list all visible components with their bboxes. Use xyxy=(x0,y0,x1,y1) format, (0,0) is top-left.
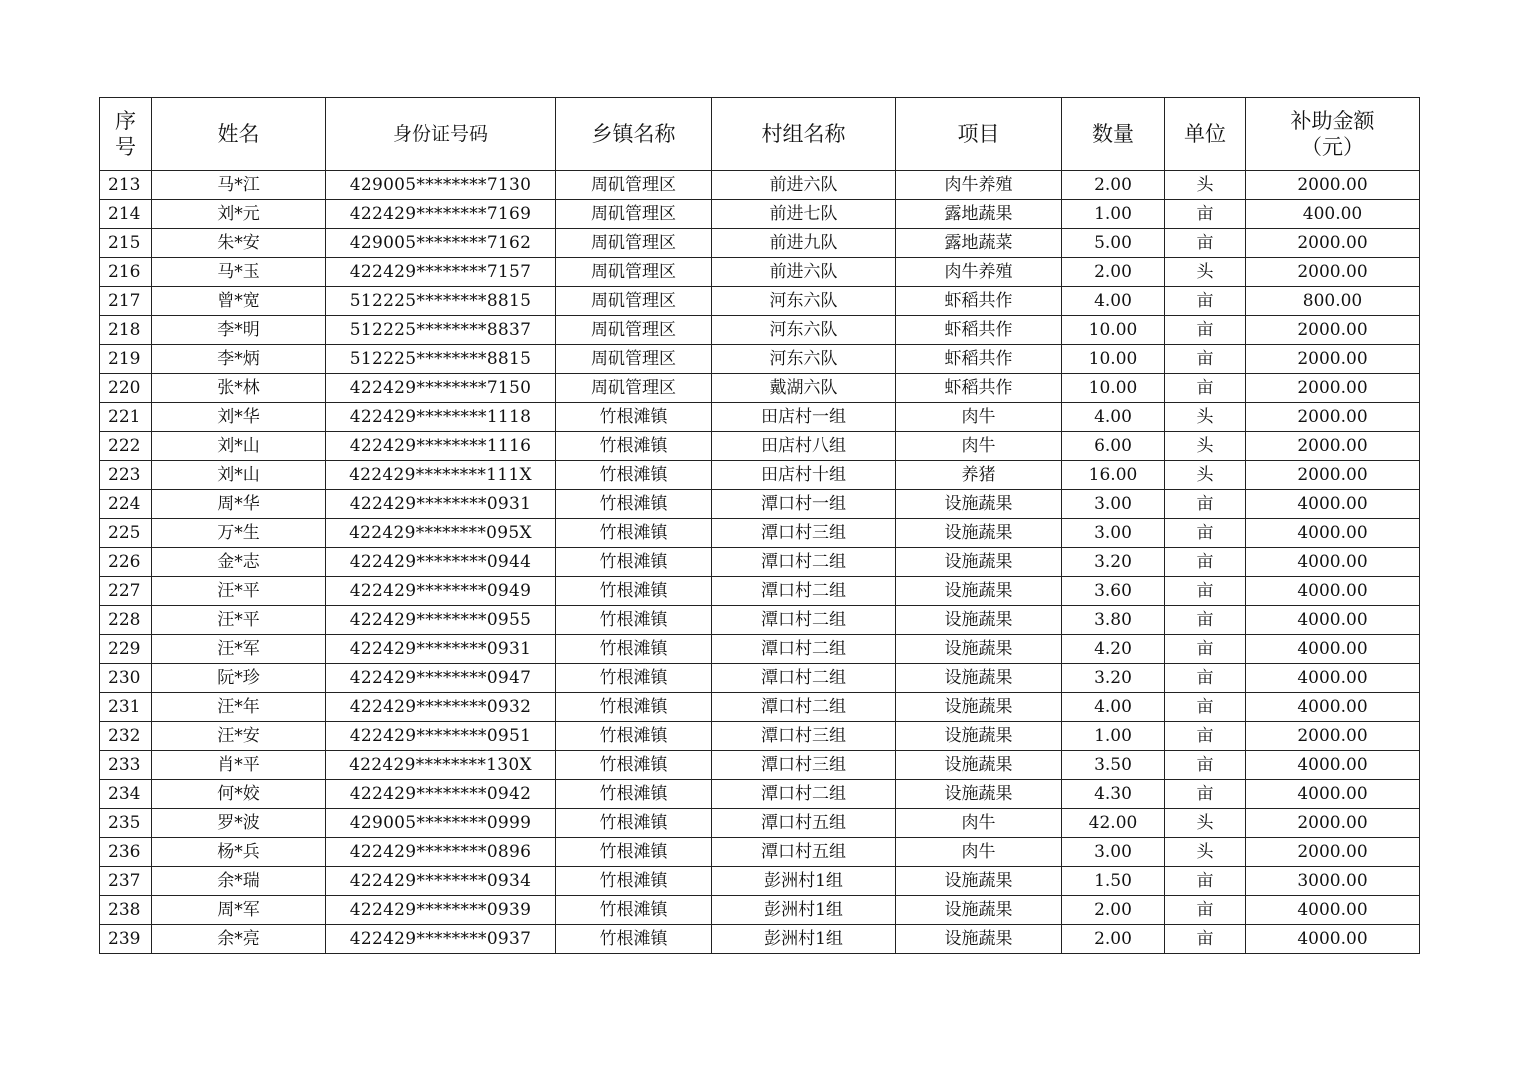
cell-unit: 亩 xyxy=(1165,867,1246,896)
cell-seq: 235 xyxy=(100,809,152,838)
cell-amount: 2000.00 xyxy=(1246,229,1420,258)
table-row xyxy=(100,374,1420,403)
header-township: 乡镇名称 xyxy=(556,98,712,171)
cell-quantity: 3.00 xyxy=(1062,838,1165,867)
cell-unit: 头 xyxy=(1165,838,1246,867)
cell-amount: 4000.00 xyxy=(1246,664,1420,693)
cell-township: 周矶管理区 xyxy=(556,287,712,316)
cell-quantity: 4.00 xyxy=(1062,693,1165,722)
table-row xyxy=(100,896,1420,925)
cell-id: 429005********7162 xyxy=(326,229,556,258)
cell-unit: 头 xyxy=(1165,809,1246,838)
cell-quantity: 4.20 xyxy=(1062,635,1165,664)
cell-village: 彭洲村1组 xyxy=(712,925,896,954)
cell-amount: 4000.00 xyxy=(1246,519,1420,548)
cell-seq: 233 xyxy=(100,751,152,780)
table-row xyxy=(100,287,1420,316)
cell-unit: 头 xyxy=(1165,403,1246,432)
cell-project: 露地蔬果 xyxy=(896,200,1062,229)
cell-unit: 亩 xyxy=(1165,229,1246,258)
cell-id: 512225********8815 xyxy=(326,287,556,316)
header-subsidy-amount xyxy=(1246,98,1420,171)
cell-township: 竹根滩镇 xyxy=(556,432,712,461)
cell-project: 设施蔬果 xyxy=(896,925,1062,954)
cell-village: 潭口村二组 xyxy=(712,548,896,577)
cell-township: 竹根滩镇 xyxy=(556,577,712,606)
cell-id: 422429********1116 xyxy=(326,432,556,461)
cell-seq: 218 xyxy=(100,316,152,345)
cell-seq: 237 xyxy=(100,867,152,896)
cell-unit: 亩 xyxy=(1165,664,1246,693)
table-row xyxy=(100,403,1420,432)
cell-village: 潭口村二组 xyxy=(712,664,896,693)
cell-unit: 亩 xyxy=(1165,925,1246,954)
cell-id: 422429********0947 xyxy=(326,664,556,693)
cell-village: 潭口村二组 xyxy=(712,780,896,809)
table-row xyxy=(100,316,1420,345)
cell-amount: 2000.00 xyxy=(1246,461,1420,490)
cell-id: 422429********130X xyxy=(326,751,556,780)
cell-village: 潭口村一组 xyxy=(712,490,896,519)
cell-amount: 2000.00 xyxy=(1246,345,1420,374)
cell-quantity: 3.80 xyxy=(1062,606,1165,635)
cell-township: 竹根滩镇 xyxy=(556,664,712,693)
cell-seq: 215 xyxy=(100,229,152,258)
cell-township: 竹根滩镇 xyxy=(556,896,712,925)
cell-id: 422429********0931 xyxy=(326,635,556,664)
cell-township: 竹根滩镇 xyxy=(556,693,712,722)
header-seq xyxy=(100,98,152,171)
cell-name: 阮*珍 xyxy=(152,664,326,693)
subsidy-table xyxy=(99,97,1420,954)
cell-project: 设施蔬果 xyxy=(896,867,1062,896)
cell-project: 设施蔬果 xyxy=(896,664,1062,693)
cell-name: 李*炳 xyxy=(152,345,326,374)
header-project: 项目 xyxy=(896,98,1062,171)
cell-name: 金*志 xyxy=(152,548,326,577)
cell-village: 河东六队 xyxy=(712,345,896,374)
cell-project: 设施蔬果 xyxy=(896,722,1062,751)
cell-id: 422429********0949 xyxy=(326,577,556,606)
header-row xyxy=(100,98,1420,171)
cell-unit: 亩 xyxy=(1165,519,1246,548)
cell-unit: 亩 xyxy=(1165,200,1246,229)
cell-name: 刘*山 xyxy=(152,461,326,490)
table-row xyxy=(100,432,1420,461)
cell-amount: 4000.00 xyxy=(1246,693,1420,722)
cell-unit: 亩 xyxy=(1165,316,1246,345)
cell-quantity: 3.00 xyxy=(1062,490,1165,519)
cell-id: 422429********0939 xyxy=(326,896,556,925)
cell-quantity: 42.00 xyxy=(1062,809,1165,838)
cell-id: 422429********0942 xyxy=(326,780,556,809)
cell-project: 肉牛 xyxy=(896,432,1062,461)
cell-township: 周矶管理区 xyxy=(556,229,712,258)
cell-project: 虾稻共作 xyxy=(896,287,1062,316)
cell-name: 马*江 xyxy=(152,171,326,200)
cell-seq: 232 xyxy=(100,722,152,751)
cell-id: 422429********7169 xyxy=(326,200,556,229)
header-quantity: 数量 xyxy=(1062,98,1165,171)
cell-project: 设施蔬果 xyxy=(896,548,1062,577)
cell-name: 马*玉 xyxy=(152,258,326,287)
cell-seq: 229 xyxy=(100,635,152,664)
header-unit: 单位 xyxy=(1165,98,1246,171)
cell-township: 周矶管理区 xyxy=(556,374,712,403)
cell-amount: 4000.00 xyxy=(1246,635,1420,664)
cell-name: 汪*平 xyxy=(152,577,326,606)
cell-id: 422429********0896 xyxy=(326,838,556,867)
table-row xyxy=(100,751,1420,780)
cell-unit: 亩 xyxy=(1165,548,1246,577)
cell-amount: 2000.00 xyxy=(1246,403,1420,432)
cell-township: 竹根滩镇 xyxy=(556,606,712,635)
cell-unit: 亩 xyxy=(1165,345,1246,374)
cell-name: 张*林 xyxy=(152,374,326,403)
cell-township: 周矶管理区 xyxy=(556,316,712,345)
cell-name: 周*军 xyxy=(152,896,326,925)
table-row xyxy=(100,664,1420,693)
cell-quantity: 10.00 xyxy=(1062,345,1165,374)
cell-amount: 4000.00 xyxy=(1246,780,1420,809)
cell-amount: 2000.00 xyxy=(1246,171,1420,200)
table-row xyxy=(100,809,1420,838)
table-row xyxy=(100,635,1420,664)
cell-township: 竹根滩镇 xyxy=(556,838,712,867)
cell-name: 万*生 xyxy=(152,519,326,548)
table-row xyxy=(100,258,1420,287)
cell-quantity: 3.20 xyxy=(1062,664,1165,693)
cell-name: 余*瑞 xyxy=(152,867,326,896)
cell-quantity: 2.00 xyxy=(1062,925,1165,954)
cell-village: 潭口村三组 xyxy=(712,519,896,548)
cell-village: 彭洲村1组 xyxy=(712,867,896,896)
cell-quantity: 10.00 xyxy=(1062,316,1165,345)
cell-quantity: 3.20 xyxy=(1062,548,1165,577)
cell-quantity: 6.00 xyxy=(1062,432,1165,461)
table-row xyxy=(100,722,1420,751)
cell-project: 设施蔬果 xyxy=(896,606,1062,635)
table-body xyxy=(100,171,1420,954)
cell-township: 周矶管理区 xyxy=(556,258,712,287)
cell-seq: 228 xyxy=(100,606,152,635)
header-subsidy-line2: （元） xyxy=(1301,135,1364,159)
cell-township: 竹根滩镇 xyxy=(556,461,712,490)
cell-name: 汪*年 xyxy=(152,693,326,722)
table-row xyxy=(100,490,1420,519)
cell-amount: 4000.00 xyxy=(1246,925,1420,954)
cell-amount: 2000.00 xyxy=(1246,838,1420,867)
cell-id: 422429********095X xyxy=(326,519,556,548)
cell-id: 422429********0955 xyxy=(326,606,556,635)
cell-seq: 217 xyxy=(100,287,152,316)
cell-unit: 头 xyxy=(1165,171,1246,200)
cell-quantity: 4.30 xyxy=(1062,780,1165,809)
cell-project: 肉牛养殖 xyxy=(896,258,1062,287)
cell-name: 肖*平 xyxy=(152,751,326,780)
cell-quantity: 5.00 xyxy=(1062,229,1165,258)
cell-seq: 236 xyxy=(100,838,152,867)
cell-seq: 221 xyxy=(100,403,152,432)
subsidy-list-sheet xyxy=(99,97,1420,954)
cell-township: 竹根滩镇 xyxy=(556,548,712,577)
cell-seq: 225 xyxy=(100,519,152,548)
cell-quantity: 2.00 xyxy=(1062,171,1165,200)
cell-name: 刘*华 xyxy=(152,403,326,432)
cell-id: 422429********0944 xyxy=(326,548,556,577)
cell-name: 刘*元 xyxy=(152,200,326,229)
cell-seq: 239 xyxy=(100,925,152,954)
cell-township: 竹根滩镇 xyxy=(556,635,712,664)
cell-id: 422429********111X xyxy=(326,461,556,490)
cell-township: 竹根滩镇 xyxy=(556,403,712,432)
cell-unit: 亩 xyxy=(1165,780,1246,809)
cell-project: 虾稻共作 xyxy=(896,316,1062,345)
cell-village: 戴湖六队 xyxy=(712,374,896,403)
cell-name: 曾*宽 xyxy=(152,287,326,316)
cell-id: 422429********1118 xyxy=(326,403,556,432)
cell-township: 竹根滩镇 xyxy=(556,490,712,519)
cell-township: 竹根滩镇 xyxy=(556,780,712,809)
table-row xyxy=(100,577,1420,606)
table-row xyxy=(100,345,1420,374)
cell-amount: 2000.00 xyxy=(1246,258,1420,287)
cell-project: 设施蔬果 xyxy=(896,490,1062,519)
table-row xyxy=(100,548,1420,577)
cell-village: 河东六队 xyxy=(712,316,896,345)
cell-quantity: 4.00 xyxy=(1062,287,1165,316)
cell-quantity: 4.00 xyxy=(1062,403,1165,432)
table-row xyxy=(100,461,1420,490)
cell-township: 竹根滩镇 xyxy=(556,809,712,838)
cell-project: 肉牛 xyxy=(896,809,1062,838)
cell-village: 潭口村五组 xyxy=(712,838,896,867)
cell-village: 潭口村二组 xyxy=(712,577,896,606)
cell-village: 前进六队 xyxy=(712,258,896,287)
cell-seq: 230 xyxy=(100,664,152,693)
table-row xyxy=(100,780,1420,809)
cell-unit: 亩 xyxy=(1165,287,1246,316)
cell-village: 潭口村五组 xyxy=(712,809,896,838)
cell-amount: 2000.00 xyxy=(1246,809,1420,838)
cell-id: 429005********7130 xyxy=(326,171,556,200)
cell-seq: 222 xyxy=(100,432,152,461)
cell-project: 肉牛 xyxy=(896,838,1062,867)
cell-village: 潭口村三组 xyxy=(712,751,896,780)
cell-quantity: 1.00 xyxy=(1062,722,1165,751)
cell-id: 429005********0999 xyxy=(326,809,556,838)
cell-quantity: 3.00 xyxy=(1062,519,1165,548)
cell-id: 422429********0932 xyxy=(326,693,556,722)
cell-seq: 224 xyxy=(100,490,152,519)
cell-seq: 227 xyxy=(100,577,152,606)
cell-village: 田店村一组 xyxy=(712,403,896,432)
header-id-number: 身份证号码 xyxy=(326,98,556,171)
cell-unit: 亩 xyxy=(1165,635,1246,664)
cell-id: 422429********0931 xyxy=(326,490,556,519)
table-row xyxy=(100,867,1420,896)
cell-unit: 头 xyxy=(1165,432,1246,461)
cell-name: 汪*安 xyxy=(152,722,326,751)
cell-seq: 226 xyxy=(100,548,152,577)
cell-id: 422429********0934 xyxy=(326,867,556,896)
cell-seq: 223 xyxy=(100,461,152,490)
cell-quantity: 3.60 xyxy=(1062,577,1165,606)
cell-unit: 亩 xyxy=(1165,751,1246,780)
cell-project: 虾稻共作 xyxy=(896,374,1062,403)
cell-amount: 800.00 xyxy=(1246,287,1420,316)
header-village: 村组名称 xyxy=(712,98,896,171)
cell-amount: 400.00 xyxy=(1246,200,1420,229)
cell-unit: 头 xyxy=(1165,258,1246,287)
cell-unit: 亩 xyxy=(1165,374,1246,403)
cell-seq: 214 xyxy=(100,200,152,229)
cell-id: 422429********7157 xyxy=(326,258,556,287)
cell-seq: 213 xyxy=(100,171,152,200)
cell-project: 虾稻共作 xyxy=(896,345,1062,374)
cell-unit: 亩 xyxy=(1165,490,1246,519)
cell-township: 周矶管理区 xyxy=(556,200,712,229)
cell-project: 设施蔬果 xyxy=(896,519,1062,548)
cell-amount: 4000.00 xyxy=(1246,606,1420,635)
cell-village: 彭洲村1组 xyxy=(712,896,896,925)
cell-id: 512225********8815 xyxy=(326,345,556,374)
cell-project: 设施蔬果 xyxy=(896,635,1062,664)
cell-unit: 亩 xyxy=(1165,722,1246,751)
cell-quantity: 2.00 xyxy=(1062,896,1165,925)
cell-name: 李*明 xyxy=(152,316,326,345)
cell-amount: 4000.00 xyxy=(1246,490,1420,519)
cell-seq: 238 xyxy=(100,896,152,925)
cell-project: 肉牛养殖 xyxy=(896,171,1062,200)
cell-village: 前进六队 xyxy=(712,171,896,200)
cell-quantity: 2.00 xyxy=(1062,258,1165,287)
cell-township: 竹根滩镇 xyxy=(556,722,712,751)
cell-name: 汪*平 xyxy=(152,606,326,635)
cell-village: 潭口村三组 xyxy=(712,722,896,751)
cell-project: 肉牛 xyxy=(896,403,1062,432)
cell-seq: 231 xyxy=(100,693,152,722)
header-name: 姓名 xyxy=(152,98,326,171)
cell-name: 朱*安 xyxy=(152,229,326,258)
cell-name: 罗*波 xyxy=(152,809,326,838)
header-subsidy-line1: 补助金额 xyxy=(1290,109,1375,133)
table-row xyxy=(100,693,1420,722)
cell-project: 设施蔬果 xyxy=(896,577,1062,606)
cell-unit: 亩 xyxy=(1165,577,1246,606)
table-row xyxy=(100,200,1420,229)
cell-township: 周矶管理区 xyxy=(556,171,712,200)
cell-name: 何*姣 xyxy=(152,780,326,809)
cell-id: 422429********7150 xyxy=(326,374,556,403)
cell-village: 潭口村二组 xyxy=(712,635,896,664)
cell-amount: 4000.00 xyxy=(1246,548,1420,577)
table-row xyxy=(100,925,1420,954)
cell-seq: 216 xyxy=(100,258,152,287)
cell-township: 周矶管理区 xyxy=(556,345,712,374)
cell-project: 设施蔬果 xyxy=(896,780,1062,809)
cell-seq: 234 xyxy=(100,780,152,809)
cell-amount: 2000.00 xyxy=(1246,316,1420,345)
header-seq-line1: 序 xyxy=(115,109,136,133)
cell-township: 竹根滩镇 xyxy=(556,867,712,896)
cell-unit: 亩 xyxy=(1165,693,1246,722)
cell-unit: 亩 xyxy=(1165,896,1246,925)
cell-id: 512225********8837 xyxy=(326,316,556,345)
cell-name: 刘*山 xyxy=(152,432,326,461)
cell-quantity: 1.00 xyxy=(1062,200,1165,229)
table-row xyxy=(100,838,1420,867)
cell-village: 河东六队 xyxy=(712,287,896,316)
cell-unit: 头 xyxy=(1165,461,1246,490)
table-row xyxy=(100,229,1420,258)
cell-township: 竹根滩镇 xyxy=(556,519,712,548)
cell-amount: 2000.00 xyxy=(1246,374,1420,403)
cell-name: 杨*兵 xyxy=(152,838,326,867)
cell-project: 养猪 xyxy=(896,461,1062,490)
cell-village: 田店村十组 xyxy=(712,461,896,490)
cell-amount: 3000.00 xyxy=(1246,867,1420,896)
cell-township: 竹根滩镇 xyxy=(556,925,712,954)
cell-id: 422429********0937 xyxy=(326,925,556,954)
cell-seq: 219 xyxy=(100,345,152,374)
cell-amount: 4000.00 xyxy=(1246,751,1420,780)
cell-name: 汪*军 xyxy=(152,635,326,664)
cell-village: 潭口村二组 xyxy=(712,693,896,722)
cell-village: 田店村八组 xyxy=(712,432,896,461)
table-row xyxy=(100,519,1420,548)
cell-name: 周*华 xyxy=(152,490,326,519)
cell-township: 竹根滩镇 xyxy=(556,751,712,780)
cell-quantity: 1.50 xyxy=(1062,867,1165,896)
cell-amount: 2000.00 xyxy=(1246,432,1420,461)
cell-quantity: 10.00 xyxy=(1062,374,1165,403)
cell-quantity: 16.00 xyxy=(1062,461,1165,490)
cell-project: 露地蔬菜 xyxy=(896,229,1062,258)
header-seq-line2: 号 xyxy=(115,135,136,159)
cell-amount: 4000.00 xyxy=(1246,896,1420,925)
cell-amount: 2000.00 xyxy=(1246,722,1420,751)
table-row xyxy=(100,606,1420,635)
cell-project: 设施蔬果 xyxy=(896,896,1062,925)
cell-quantity: 3.50 xyxy=(1062,751,1165,780)
table-row xyxy=(100,171,1420,200)
cell-amount: 4000.00 xyxy=(1246,577,1420,606)
cell-project: 设施蔬果 xyxy=(896,751,1062,780)
cell-unit: 亩 xyxy=(1165,606,1246,635)
cell-village: 潭口村二组 xyxy=(712,606,896,635)
cell-project: 设施蔬果 xyxy=(896,693,1062,722)
cell-id: 422429********0951 xyxy=(326,722,556,751)
cell-village: 前进七队 xyxy=(712,200,896,229)
cell-name: 余*亮 xyxy=(152,925,326,954)
cell-seq: 220 xyxy=(100,374,152,403)
cell-village: 前进九队 xyxy=(712,229,896,258)
